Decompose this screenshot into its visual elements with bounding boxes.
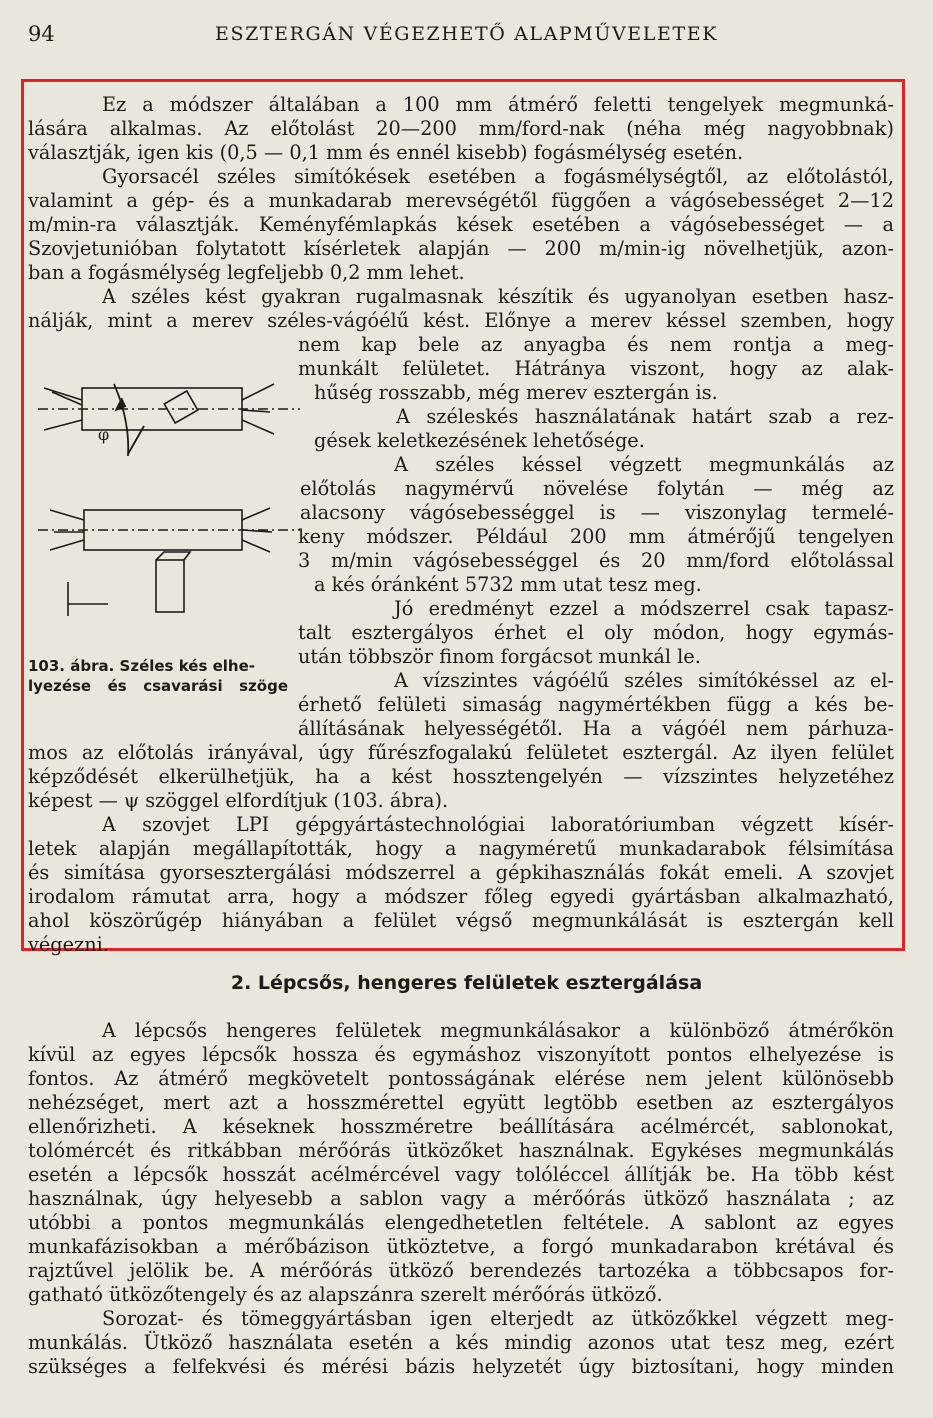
text-line: hűség rosszabb, még merev esztergán is. (314, 381, 718, 404)
text-line: ahol köszörűgép hiányában a felület végső megmunkálását is esztergán kell (28, 909, 894, 932)
text-line: és simítása gyorsesztergálási módszerrel a gépkihasználás fokát emeli. A szovjet (28, 861, 894, 884)
page-number: 94 (28, 22, 55, 46)
text-line: a kés óránként 5732 mm utat tesz meg. (314, 573, 702, 596)
text-line: valamint a gép- és a munkadarab merevségétől függően a vágósebességet 2—12 (28, 189, 894, 212)
text-line: fontos. Az átmérő megkövetelt pontosságának elérése nem jelent különösebb (28, 1067, 894, 1090)
page-header (0, 18, 933, 52)
text-line: tolómércét és ritkábban mérőórás ütközőket használnak. Egykéses megmunkálás (28, 1139, 894, 1162)
text-line: munkált felületet. Hátránya viszont, hogy az alak- (298, 357, 894, 380)
text-line: nem kap bele az anyagba és nem rontja a meg- (298, 333, 894, 356)
text-line: ellenőrizheti. A késeknek hosszméretre beállítására acélmércét, sablonokat, (28, 1115, 894, 1138)
figure-caption (28, 656, 288, 696)
text-line: munkafázisokban a mérőbázison ütköztetve, a forgó munkadarabon krétával és (28, 1235, 894, 1258)
text-line: végezni. (28, 933, 109, 956)
text-line: esetén a lépcsők hosszát acélmércével vagy tolóléccel állítják be. Ha több kést (28, 1163, 894, 1186)
text-line: Ez a módszer általában a 100 mm átmérő feletti tengelyek megmunká- (102, 93, 894, 116)
text-line: A vízszintes vágóélű széles simítókéssel az el- (394, 669, 894, 692)
text-line: 3 m/min vágósebességgel és 20 mm/ford előtolással (298, 549, 894, 572)
text-line: képződését elkerülhetjük, ha a kést hossztengelyén — vízszintes helyzetéhez (28, 765, 894, 788)
running-head: ESZTERGÁN VÉGEZHETŐ ALAPMŰVELETEK (215, 23, 718, 45)
text-line: ban a fogásmélység legfeljebb 0,2 mm lehet. (28, 261, 465, 284)
text-line: nálják, mint a merev széles-vágóélű kést. Előnye a merev késsel szemben, hogy (28, 309, 894, 332)
text-line: kívül az egyes lépcsők hossza és egymáshoz viszonyított pontos elhelyezése is (28, 1043, 894, 1066)
text-line: előtolás nagymérvű növelése folytán — még az (300, 477, 894, 500)
text-line: Jó eredményt ezzel a módszerrel csak tapasz- (394, 597, 894, 620)
text-line: utóbbi a pontos megmunkálás elengedhetetlen feltétele. A sablont az egyes (28, 1211, 894, 1234)
text-line: Szovjetunióban folytatott kísérletek alapján — 200 m/min-ig növelhetjük, azon- (28, 237, 894, 260)
text-line: képest — ψ szöggel elfordítjuk (103. ábra). (28, 789, 449, 812)
text-line: szükséges a felfekvési és mérési bázis helyzetét úgy biztosítani, hogy minden (28, 1355, 894, 1378)
text-line: használnak, úgy helyesebb a sablon vagy a mérőórás ütköző használata ; az (28, 1187, 894, 1210)
text-line: alacsony vágósebességgel is — viszonylag termelé- (300, 501, 894, 524)
text-line: A széles késsel végzett megmunkálás az (394, 453, 894, 476)
text-line: lására alkalmas. Az előtolást 20—200 mm/ford-nak (néha még nagyobbnak) (28, 117, 894, 140)
text-line: érhető felületi simaság nagymértékben függ a kés be- (298, 693, 894, 716)
text-line: választják, igen kis (0,5 — 0,1 mm és ennél kisebb) fogásmélység esetén. (28, 141, 744, 164)
text-line: letek alapján megállapították, hogy a nagyméretű munkadarabok félsimítása (28, 837, 894, 860)
text-line: munkálás. Ütköző használata esetén a kés mindig azonos utat tesz meg, ezért (28, 1331, 894, 1354)
text-line: nehézséget, mert azt a hosszmérettel együtt legtöbb esetben az esztergályos (28, 1091, 894, 1114)
angle-label: φ (98, 425, 110, 444)
text-line: talt esztergályos érhet el oly módon, hogy egymás- (298, 621, 894, 644)
text-line: keny módszer. Például 200 mm átmérőjű tengelyen (298, 525, 894, 548)
text-line: A lépcsős hengeres felületek megmunkálásakor a különböző átmérőkön (102, 1019, 894, 1042)
caption-line: lyezése és csavarási szöge (28, 677, 288, 695)
text-line: Sorozat- és tömeggyártásban igen elterjedt az ütközőkkel végzett meg- (102, 1307, 894, 1330)
section-title: 2. Lépcsős, hengeres felületek esztergálása (230, 972, 703, 994)
text-line: rajztűvel jelölik be. A mérőórás ütköző berendezés tartozéka a többcsapos for- (28, 1259, 894, 1282)
text-line: A szovjet LPI gépgyártástechnológiai laboratóriumban végzett kísér- (102, 813, 894, 836)
text-line: irodalom rámutat arra, hogy a módszer főleg egyedi gyártásban alkalmazható, (28, 885, 894, 908)
text-line: A széles kést gyakran rugalmasnak készítik és ugyanolyan esetben hasz- (102, 285, 894, 308)
text-line: Gyorsacél széles simítókések esetében a fogásmélységtől, az előtolástól, (102, 165, 894, 188)
text-line: után többször finom forgácsot munkál le. (298, 645, 701, 668)
text-line: gések keletkezésének lehetősége. (314, 429, 645, 452)
figure-103-drawing (24, 360, 304, 650)
text-line: A széleskés használatának határt szab a rez- (396, 405, 894, 428)
text-line: mos az előtolás irányával, úgy fűrészfogalakú felületet esztergál. Az ilyen felület (28, 741, 894, 764)
text-line: állításának helyességétől. Ha a vágóél nem párhuza- (298, 717, 894, 740)
caption-line: 103. ábra. Széles kés elhe- (28, 657, 255, 675)
text-line: m/min-ra választják. Keményfémlapkás kések esetében a vágósebességet — a (28, 213, 894, 236)
text-line: gatható ütközőtengely és az alapszánra szerelt mérőórás ütköző. (28, 1283, 663, 1306)
